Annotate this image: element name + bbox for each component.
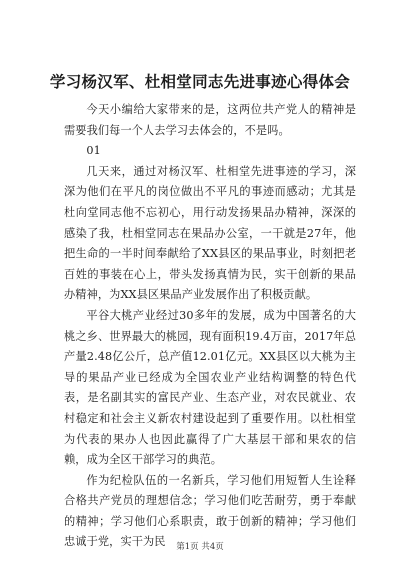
- document-body: [64, 100, 356, 553]
- section-number: 01: [86, 144, 101, 158]
- paragraph-pinggu-peach: 平谷大桃产业经过30多年的发展，成为中国著名的大桃之乡、世界最大的桃园，现有面积19.4万亩，2017年总产量2.48亿公斤，总产值12.01亿元。XX县区以大桃为主导的果品产业已经成为全国农业产业结构调整的特色代表，是名副其实的富民产业、生态产业，对农民就业、农村稳定和社会主义新农村建设起到了重要作用。以杜相堂为代表的果办人也因此赢得了广大基层干部和果农的信赖，成为全区干部学习的典范。: [64, 308, 356, 467]
- paragraph-intro: 今天小编给大家带来的是，这两位共产党人的精神是需要我们每一个人去学习去体会的，不是吗。: [64, 103, 356, 137]
- paragraph-du-xiangtang: 几天来，通过对杨汉军、杜相堂先进事迹的学习，深深为他们在平凡的岗位做出不平凡的事迹而感动；尤其是杜向堂同志他不忘初心，用行动发扬果品办精神，深深的感染了我，杜相堂同志在果品办公室，一干就是27年，他把生命的一半时间奉献给了XX县区的果品事业，时刻把老百姓的事装在心上，带头发扬真情为民，实干创新的果品办精神，为XX县区果品产业发展作出了积极贡献。: [64, 164, 356, 302]
- paragraph-discipline-inspection: 作为纪检队伍的一名新兵，学习他们用短暂人生诠释合格共产党员的理想信念；学习他们吃苦耐劳，勇于奉献的精神；学习他们心系职责，敢于创新的精神；学习他们忠诚于党，实干为民: [64, 473, 356, 549]
- page-number-footer: 第1页 共4页: [176, 542, 224, 552]
- document-title: 学习杨汉军、杜相堂同志先进事迹心得体会: [49, 72, 351, 91]
